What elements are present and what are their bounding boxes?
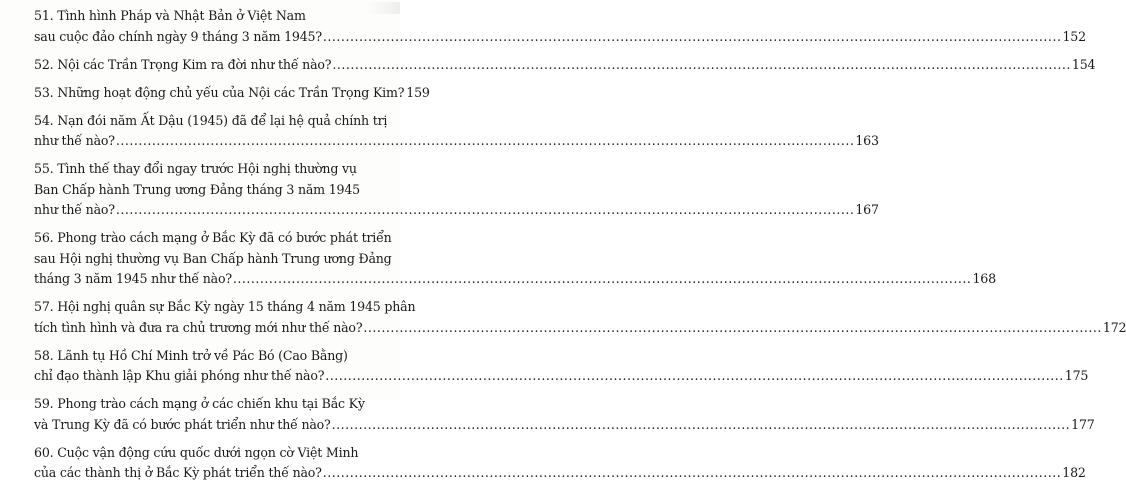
entry-title-last-line: Những hoạt động chủ yếu của Nội các Trần Trọng Kim? — [57, 84, 405, 100]
toc-entry-55 — [34, 159, 879, 221]
toc-entry-60 — [34, 443, 1086, 484]
entry-number: 59. — [34, 396, 54, 411]
entry-number: 56. — [34, 230, 54, 245]
entry-title-line: Ban Chấp hành Trung ương Đảng tháng 3 năm 1945 — [34, 181, 360, 197]
entry-number: 55. — [34, 161, 54, 176]
entry-title-last-line: của các thành thị ở Bắc Kỳ phát triển thế nào? — [34, 465, 322, 480]
toc-entry-54 — [34, 111, 879, 152]
leader-dots — [323, 463, 1062, 484]
toc-entry-58 — [34, 346, 1089, 387]
entry-title-line: Phong trào cách mạng ở Bắc Kỳ đã có bước phát triển — [57, 230, 392, 245]
entry-title-last-line: như thế nào? — [34, 202, 115, 217]
entry-title-line: sau Hội nghị thường vụ Ban Chấp hành Trung ương Đảng — [34, 250, 392, 266]
leader-dots — [332, 55, 1071, 76]
entry-title-last-line: và Trung Kỳ đã có bước phát triển như thế nào? — [34, 416, 331, 432]
toc-entry-51 — [34, 6, 1086, 47]
page-number: 167 — [855, 202, 879, 217]
entry-title-last-line: sau cuộc đảo chính ngày 9 tháng 3 năm 1945? — [34, 28, 322, 44]
entry-number: 54. — [34, 112, 54, 128]
toc-entry-52 — [34, 55, 1096, 76]
toc-entry-57 — [34, 297, 1126, 338]
entry-title-last-line: Nội các Trần Trọng Kim ra đời như thế nào? — [57, 56, 332, 72]
page-number: 154 — [1071, 56, 1096, 72]
entry-title-last-line: như thế nào? — [34, 133, 115, 148]
entry-title-line: Hội nghị quân sự Bắc Kỳ ngày 15 tháng 4 năm 1945 phân — [57, 299, 416, 314]
entry-number: 53. — [34, 84, 54, 100]
page-number: 182 — [1062, 465, 1086, 480]
entry-title-line: Lãnh tụ Hồ Chí Minh trở về Pác Bó (Cao Bằng) — [57, 347, 348, 363]
page-number: 172 — [1102, 319, 1126, 335]
table-of-contents — [34, 6, 1126, 491]
entry-title-line: Cuộc vận động cứu quốc dưới ngọn cờ Việt Minh — [57, 444, 359, 460]
leader-dots — [325, 366, 1064, 387]
leader-dots — [233, 269, 972, 290]
toc-entry-56 — [34, 228, 996, 290]
leader-dots — [323, 27, 1062, 48]
entry-title-line: Tình hình Pháp và Nhật Bản ở Việt Nam — [57, 8, 306, 23]
entry-title-line: Phong trào cách mạng ở các chiến khu tại Bắc Kỳ — [57, 396, 365, 411]
leader-dots — [116, 131, 855, 152]
page-number: 163 — [855, 133, 879, 148]
entry-number: 52. — [34, 56, 54, 72]
entry-number: 57. — [34, 299, 54, 314]
page-number: 175 — [1064, 368, 1089, 383]
page-number: 152 — [1062, 28, 1086, 44]
page-number: 168 — [972, 271, 996, 286]
page-number: 159 — [406, 84, 430, 100]
entry-title-last-line: tích tình hình và đưa ra chủ trương mới như thế nào? — [34, 319, 363, 335]
toc-entry-53 — [34, 83, 430, 104]
toc-entry-59 — [34, 394, 1095, 435]
entry-number: 60. — [34, 444, 54, 460]
leader-dots — [116, 200, 855, 221]
entry-title-last-line: chỉ đạo thành lập Khu giải phóng như thế nào? — [34, 368, 325, 383]
entry-title-last-line: tháng 3 năm 1945 như thế nào? — [34, 271, 232, 286]
entry-number: 58. — [34, 347, 54, 363]
entry-title-line: Tình thế thay đổi ngay trước Hội nghị thường vụ — [57, 161, 357, 176]
entry-number: 51. — [34, 8, 54, 23]
page-number: 177 — [1071, 416, 1095, 432]
entry-title-line: Nạn đói năm Ất Dậu (1945) đã để lại hệ quả chính trị — [57, 112, 388, 128]
leader-dots — [363, 318, 1102, 339]
leader-dots — [332, 415, 1071, 436]
